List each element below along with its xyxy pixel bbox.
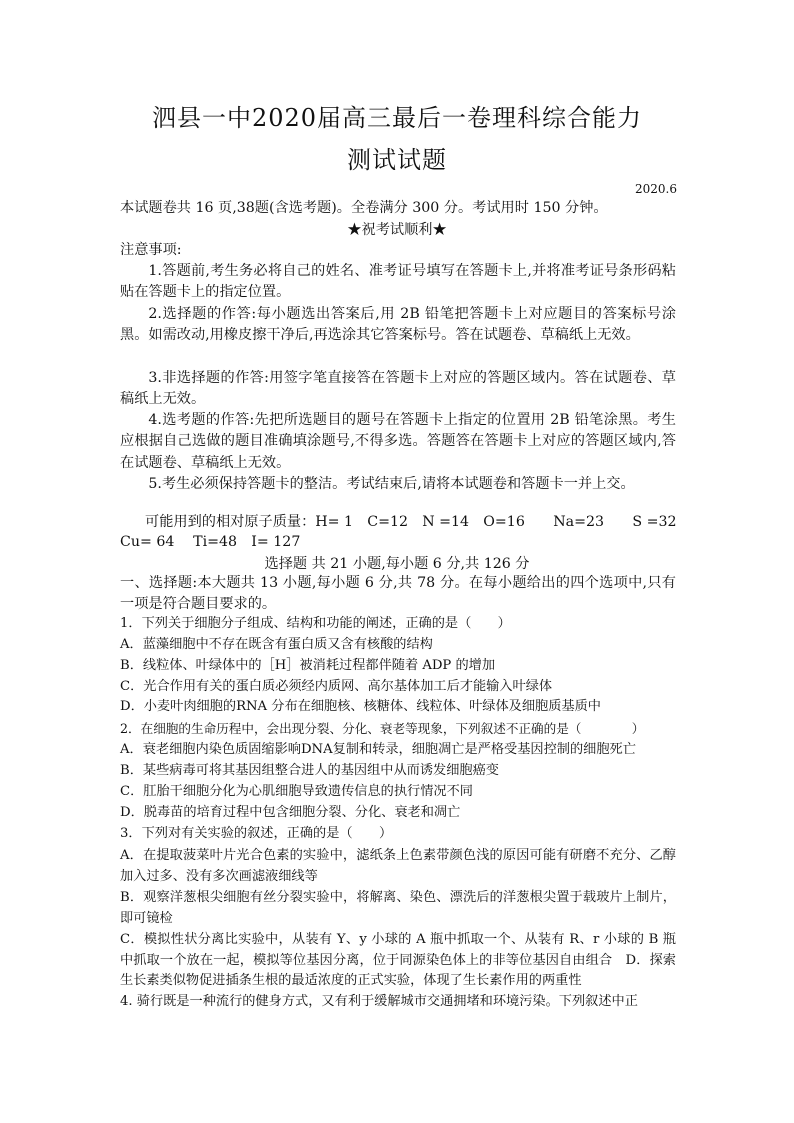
question-2-option-b: B．某些病毒可将其基因组整合进人的基因组中从而诱发细胞癌变	[120, 763, 499, 778]
question-4-stem: 4. 骑行既是一种流行的健身方式，又有利于缓解城市交通拥堵和环境污染。下列叙述中正	[120, 994, 638, 1009]
section-intro: 一、选择题:本大题共 13 小题,每小题 6 分,共 78 分。在每小题给出的四个选项中,只有一项是符合题目要求的。	[120, 575, 676, 613]
note-item: 2.选择题的作答:每小题选出答案后,用 2B 铅笔把答题卡上对应题目的答案标号涂黑。如需改动,用橡皮擦干净后,再选涂其它答案标号。答在试题卷、草稿纸上无效。	[120, 306, 676, 344]
exam-intro: 本试题卷共 16 页,38题(含选考题)。全卷满分 300 分。考试用时 150 分钟。	[120, 200, 608, 216]
note-item: 3.非选择题的作答:用签字笔直接答在答题卡上对应的答题区域内。答在试题卷、草稿纸上无效。	[120, 370, 676, 408]
question-2-option-c: C．肛胎干细胞分化为心肌细胞导致遗传信息的执行情况不同	[120, 784, 473, 799]
note-item: 4.选考题的作答:先把所选题目的题号在答题卡上指定的位置用 2B 铅笔涂黑。考生应根据自己选做的题目准确填涂题号,不得多选。答题答在答题卡上对应的答题区域内,答在试题卷、草稿纸上无效。	[120, 412, 676, 471]
question-3-stem: 3．下列对有关实验的叙述，正确的是（ ）	[120, 826, 393, 841]
question-1-option-b: B．线粒体、叶绿体中的［H］被消耗过程都伴随着 ADP 的增加	[120, 658, 496, 673]
question-1-option-d: D．小麦叶肉细胞的RNA 分布在细胞核、核糖体、线粒体、叶绿体及细胞质基质中	[120, 699, 601, 714]
notes-heading: 注意事项:	[120, 242, 182, 258]
section-title: 选择题 共 21 小题,每小题 6 分,共 126 分	[264, 556, 530, 572]
exam-title-line1: 泗县一中2020届高三最后一卷理科综合能力	[151, 104, 643, 132]
question-1-stem: 1．下列关于细胞分子组成、结构和功能的阐述，正确的是（ ）	[120, 616, 511, 631]
exam-date: 2020.6	[635, 182, 677, 196]
good-luck-banner: ★祝考试顺利★	[347, 222, 447, 238]
question-2-option-d: D．脱毒苗的培育过程中包含细胞分裂、分化、衰老和凋亡	[120, 805, 461, 820]
question-3-option-c-d: C．模拟性状分离比实验中，从装有 Y、y 小球的 A 瓶中抓取一个、从装有 R、r 小球的 B 瓶中抓取一个放在一起，模拟等位基因分离，位于同源染色体上的非等位基因自由组合 D．探索生长素类似物促进插条生根的最适浓度的正式实验，体现了生长素作用的两重性	[120, 932, 676, 988]
note-item: 5.考生必须保持答题卡的整洁。考试结束后,请将本试题卷和答题卡一并上交。	[148, 476, 635, 492]
question-3-option-b: B．观察洋葱根尖细胞有丝分裂实验中，将解离、染色、漂洗后的洋葱根尖置于载玻片上制片，即可镜检	[120, 890, 676, 926]
exam-title-line2: 测试试题	[347, 146, 447, 174]
question-1-option-a: A．蓝藻细胞中不存在既含有蛋白质又含有核酸的结构	[120, 637, 433, 652]
question-2-option-a: A．衰老细胞内染色质固缩影响DNA复制和转录，细胞凋亡是严格受基因控制的细胞死亡	[120, 742, 636, 757]
question-3-option-a: A．在提取菠菜叶片光合色素的实验中，滤纸条上色素带颜色浅的原因可能有研磨不充分、乙醇加入过多、没有多次画滤液细线等	[120, 848, 676, 884]
note-item: 1.答题前,考生务必将自己的姓名、准考证号填写在答题卡上,并将准考证号条形码粘贴在答题卡上的指定位置。	[120, 263, 676, 301]
atomic-mass-line2: Cu= 64 Ti=48 I= 127	[120, 534, 301, 550]
question-1-option-c: C．光合作用有关的蛋白质必须经内质网、高尔基体加工后才能输入叶绿体	[120, 679, 553, 694]
atomic-mass-line1: 可能用到的相对原子质量：H= 1 C=12 N =14 O=16 Na=23 S =32	[145, 514, 677, 530]
question-2-stem: 2．在细胞的生命历程中，会出现分裂、分化、衰老等现象，下列叙述不正确的是（ ）	[120, 721, 645, 736]
